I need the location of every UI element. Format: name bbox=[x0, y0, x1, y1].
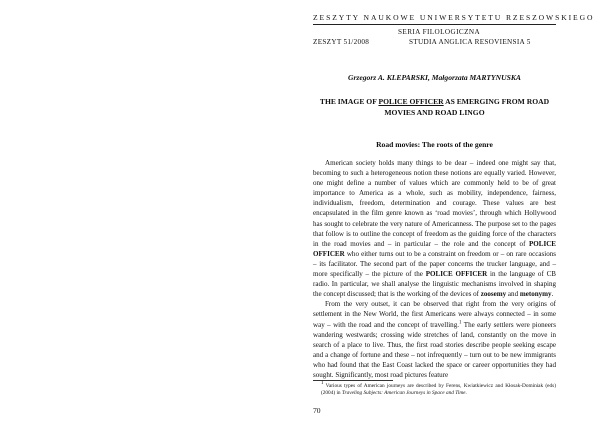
bold-term-police-officer-1: POLICE OFFICER bbox=[313, 239, 556, 258]
article-title bbox=[313, 97, 556, 118]
bold-term-metonymy: metonymy bbox=[519, 290, 552, 299]
paragraph-1-text-d: and bbox=[506, 290, 520, 299]
paragraph-2 bbox=[313, 299, 556, 380]
paragraph-1-text-b: who either turns out to be a constraint on freedom or – on rare occasions – its facilitator. The second part of the paper concerns the trucker language, and – more specifically – the picture of the bbox=[313, 249, 556, 279]
series-title: STUDIA ANGLICA RESOVIENSIA 5 bbox=[409, 38, 531, 46]
bold-term-zoosemy: zoosemy bbox=[480, 290, 507, 299]
article-body bbox=[313, 158, 556, 380]
section-heading: Road movies: The roots of the genre bbox=[376, 140, 493, 149]
paragraph-1-text-c: in the language of CB radio. In particular, we shall analyse the linguistic mechanisms involved in shaping the concept discussed; that is the working of the devices of bbox=[313, 270, 557, 299]
journal-name: ZESZYTY NAUKOWE UNIWERSYTETU RZESZOWSKIEGO bbox=[313, 13, 595, 22]
paragraph-1-text-a: American society holds many things to be dear – indeed one might say that, becoming to such a heterogeneous notion these notions are equally varied. However, one might define a number of values which are commonly held to be of great importance to America as a whole, such as mobility, independence, fairness, individualism, freedom, determination and courage. These values are best encapsulated in the film genre known as ‘road movies’, through which Hollywood has sought to celebrate the very nature of Americanness. The purpose set to the pages that follow is to outline the concept of freedom as the guiding force of the characters in the road movies and – in particular – the role and the concept of bbox=[313, 159, 556, 248]
bold-term-police-officer-2: POLICE OFFICER bbox=[425, 270, 488, 279]
series-name: SERIA FILOLOGICZNA bbox=[398, 28, 481, 36]
page-number: 70 bbox=[313, 406, 321, 415]
paragraph-2-text-b: The early settlers were pioneers wandering westwards; crossing wide stretches of land, constantly on the move in search of a place to live. Thus, the first road stories describe people seeking escape and a change of fortune and these – not infrequently – turn out to be new immigrants who had found that the East Coast lacked the space or career opportunities they had sought. Significantly, most road pictures feature bbox=[313, 320, 557, 379]
footnote-rule bbox=[313, 380, 393, 381]
paragraph-2-text-a: From the very outset, it can be observed that right from the very origins of settlement in the New World, the first Americans were always connected – in some way – with the road and the concept of travelling. bbox=[313, 300, 556, 329]
header-rule bbox=[313, 24, 556, 25]
paragraph-1 bbox=[313, 158, 556, 299]
footnote-reference[interactable]: 1 bbox=[459, 320, 462, 326]
issue-number: ZESZYT 51/2008 bbox=[313, 38, 370, 46]
title-text-start: THE IMAGE OF bbox=[319, 97, 379, 106]
paragraph-1-text-e: . bbox=[551, 290, 554, 299]
article-authors: Grzegorz A. KLEPARSKI, Małgorzata MARTYNUSKA bbox=[347, 73, 521, 82]
footnote bbox=[313, 383, 556, 398]
footnote-book-title: Traveling Subjects: American Journeys in Space and Time bbox=[341, 390, 466, 397]
title-text-end: AS EMERGING FROM ROAD MOVIES AND ROAD LINGO bbox=[384, 97, 550, 117]
footnote-text-b: . bbox=[465, 390, 467, 397]
footnote-text-a: Various types of American journeys are described by Ferens, Kwiatkiewicz and Kłosak-Dominiak (eds) (2004) in bbox=[321, 383, 556, 397]
footnote-marker: 1 bbox=[321, 381, 324, 387]
title-underlined-term: POLICE OFFICER bbox=[378, 97, 444, 106]
